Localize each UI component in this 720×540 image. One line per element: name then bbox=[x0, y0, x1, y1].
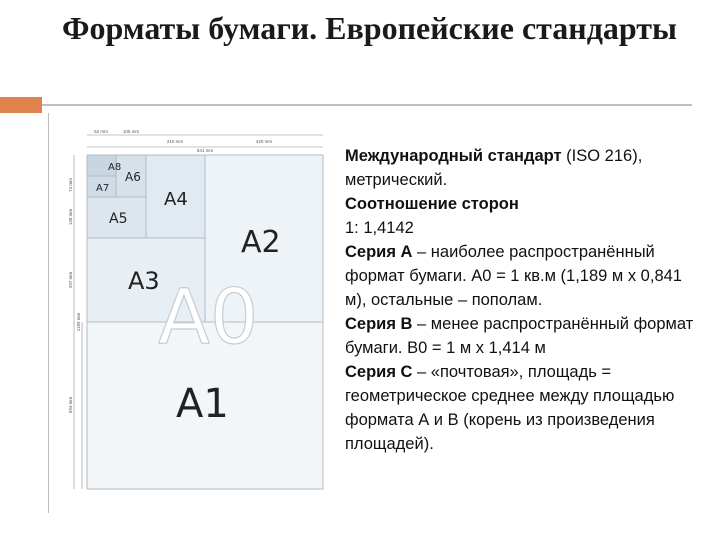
para-ratio-bold: Соотношение сторон bbox=[345, 195, 519, 213]
para-series-b: – менее распространённый формат бумаги. В0 = 1 м х 1,414 м bbox=[345, 315, 694, 357]
dim-105mm: 105 mm bbox=[122, 129, 140, 134]
body-text bbox=[345, 144, 705, 456]
para-series-b-bold: Серия В bbox=[345, 315, 413, 333]
label-a0: A0 bbox=[158, 272, 259, 361]
label-a2: A2 bbox=[241, 225, 281, 260]
label-a6: A6 bbox=[125, 170, 141, 184]
para-iso-bold: Международный стандарт bbox=[345, 147, 562, 165]
dim-52mm: 52 mm bbox=[94, 129, 108, 134]
dim-420mm: 420 mm bbox=[255, 139, 273, 144]
slide-title: Форматы бумаги. Европейские стандарты bbox=[62, 10, 677, 46]
dim-210mm: 210 mm bbox=[166, 139, 184, 144]
accent-block bbox=[0, 97, 42, 113]
para-ratio: 1: 1,4142 bbox=[345, 219, 414, 237]
label-a7: A7 bbox=[96, 183, 110, 194]
dim-74mm: 74 mm bbox=[68, 178, 73, 192]
dim-148mm: 148 mm bbox=[68, 208, 73, 226]
label-a5: A5 bbox=[109, 211, 128, 227]
left-rule bbox=[48, 113, 49, 513]
title-divider bbox=[42, 104, 692, 106]
dim-841mm: 841 mm bbox=[196, 148, 214, 153]
label-a1: A1 bbox=[176, 381, 229, 427]
label-a8: A8 bbox=[108, 162, 122, 173]
label-a4: A4 bbox=[164, 189, 188, 210]
para-series-c-bold: Серия С bbox=[345, 363, 413, 381]
para-series-c: – «почтовая», площадь = геометрическое среднее между площадью формата А и В (корень из произведения площадей). bbox=[345, 363, 675, 453]
dim-1189mm: 1189 mm bbox=[76, 312, 81, 332]
para-series-a: – наиболее распространённый формат бумаги. А0 = 1 кв.м (1,189 м х 0,841 м), остальные – пополам. bbox=[345, 243, 682, 309]
para-iso: (ISO 216), метрический. bbox=[345, 147, 643, 189]
dim-594mm: 594 mm bbox=[68, 396, 73, 414]
label-a3: A3 bbox=[128, 267, 160, 295]
paper-format-diagram bbox=[64, 125, 334, 495]
para-series-a-bold: Серия А bbox=[345, 243, 413, 261]
dim-297mm: 297 mm bbox=[68, 271, 73, 289]
